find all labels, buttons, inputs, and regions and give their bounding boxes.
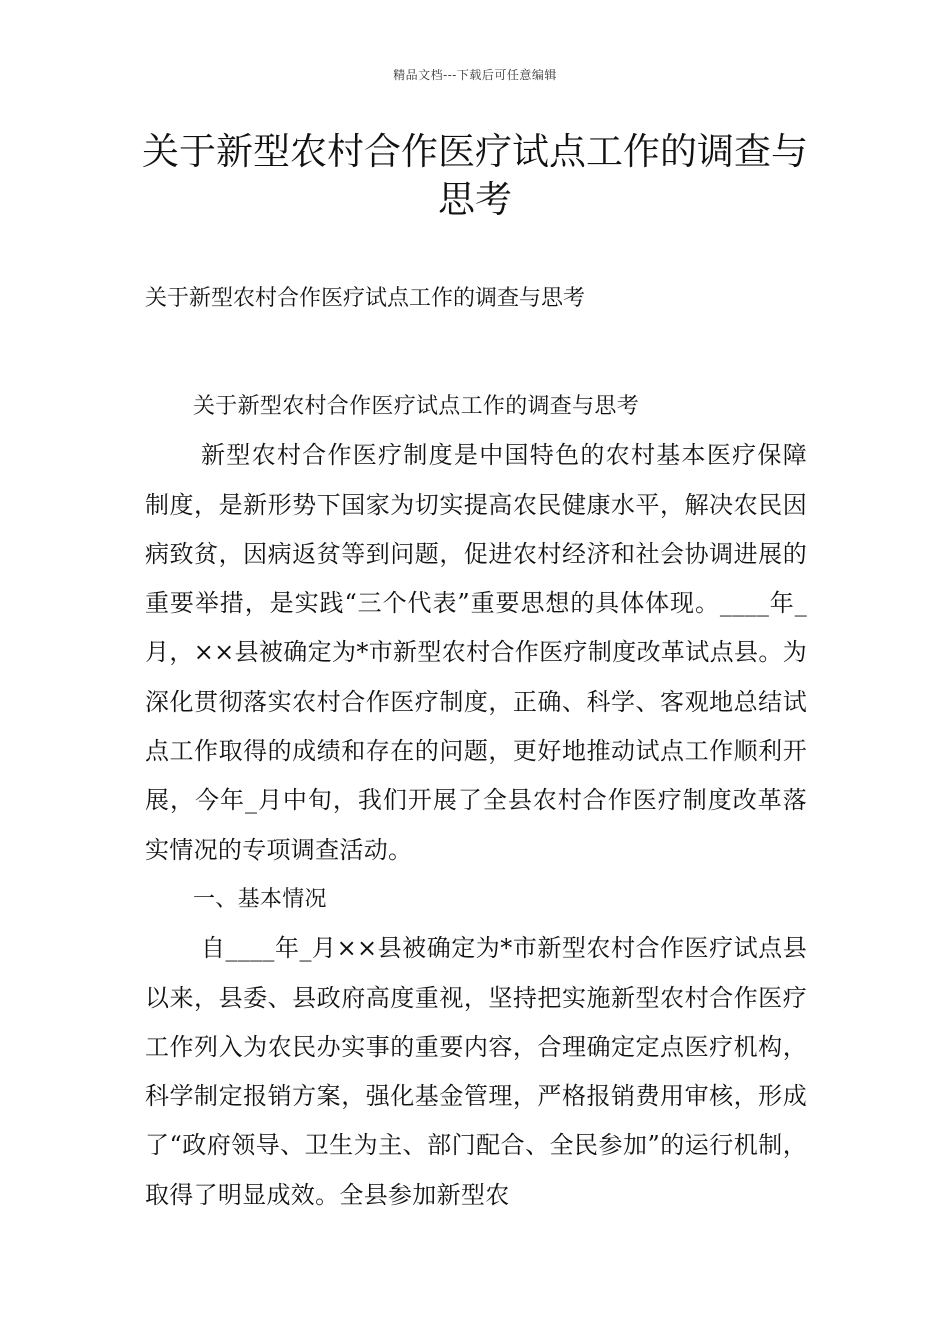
document-body [145, 382, 807, 1220]
section-heading-basic-situation: 一、基本情况 [193, 886, 327, 912]
paragraph-basic-situation: 自____年_月××县被确定为*市新型农村合作医疗试点县以来，县委、县政府高度重视，坚持把实施新型农村合作医疗工作列入为农民办实事的重要内容，合理确定定点医疗机构，科学制定报销方案，强化基金管理，严格报销费用审核，形成了“政府领导、卫生为主、部门配合、全民参加”的运行机制，取得了明显成效。全县参加新型农 [145, 934, 807, 1209]
document-title: 关于新型农村合作医疗试点工作的调查与思考 [142, 130, 808, 221]
page-header-note: 精品文档---下载后可任意编辑 [393, 68, 557, 82]
body-repeat-title: 关于新型农村合作医疗试点工作的调查与思考 [193, 394, 640, 419]
paragraph-intro: 新型农村合作医疗制度是中国特色的农村基本医疗保障制度，是新形势下国家为切实提高农民健康水平，解决农民因病致贫，因病返贫等到问题，促进农村经济和社会协调进展的重要举措，是实践“三个代表”重要思想的具体体现。____年_月，××县被确定为*市新型农村合作医疗制度改革试点县。为深化贯彻落实农村合作医疗制度，正确、科学、客观地总结试点工作取得的成绩和存在的问题，更好地推动试点工作顺利开展，今年_月中旬，我们开展了全县农村合作医疗制度改革落实情况的专项调查活动。 [145, 441, 807, 864]
document-subtitle: 关于新型农村合作医疗试点工作的调查与思考 [145, 286, 586, 311]
